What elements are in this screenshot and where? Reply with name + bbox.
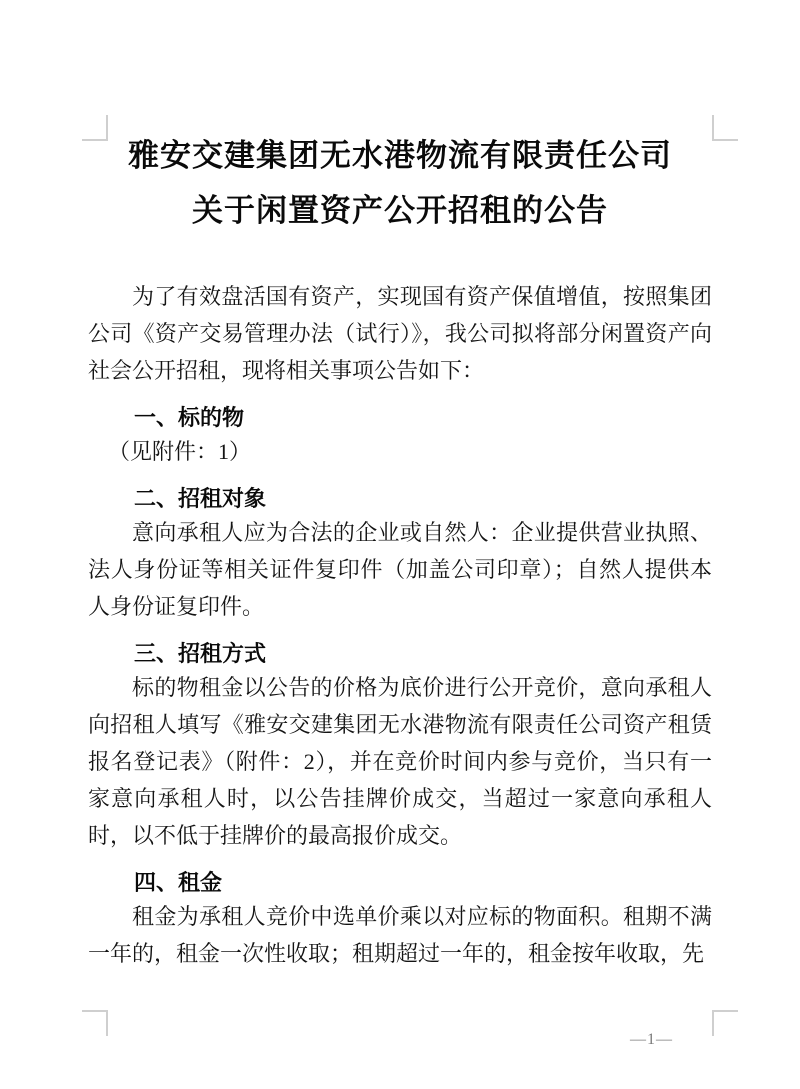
section-3-heading: 三、招租方式 <box>134 641 267 666</box>
section-1-heading: 一、标的物 <box>134 405 245 430</box>
section-3-body: 标的物租金以公告的价格为底价进行公开竞价，意向承租人向招租人填写《雅安交建集团无水港物流有限责任公司资产租赁报名登记表》（附件：2），并在竞价时间内参与竞价，当只有一家意向承租人时，以公告挂牌价成交，当超过一家意向承租人时，以不低于挂牌价的最高报价成交。 <box>88 675 712 848</box>
document-title-line1: 雅安交建集团无水港物流有限责任公司 <box>128 138 672 173</box>
document-body <box>88 0 712 972</box>
page-number: —1— <box>630 1031 673 1048</box>
intro-paragraph: 为了有效盘活国有资产，实现国有资产保值增值，按照集团公司《资产交易管理办法（试行）》，我公司拟将部分闲置资产向社会公开招租，现将相关事项公告如下： <box>88 284 712 383</box>
section-2-heading: 二、招租对象 <box>134 486 267 511</box>
section-1-body: （见附件：1） <box>108 439 252 464</box>
crop-mark-bottom-left <box>82 1010 108 1036</box>
crop-mark-top-right <box>712 115 738 141</box>
document-title-line2: 关于闲置资产公开招租的公告 <box>192 193 608 228</box>
section-4-body: 租金为承租人竞价中选单价乘以对应标的物面积。租期不满一年的，租金一次性收取；租期超过一年的，租金按年收取，先 <box>88 904 712 966</box>
document-title <box>88 0 712 238</box>
section-4-heading: 四、租金 <box>134 870 223 895</box>
crop-mark-bottom-right <box>712 1010 738 1036</box>
section-2-body: 意向承租人应为合法的企业或自然人：企业提供营业执照、法人身份证等相关证件复印件（加盖公司印章）；自然人提供本人身份证复印件。 <box>88 520 712 619</box>
